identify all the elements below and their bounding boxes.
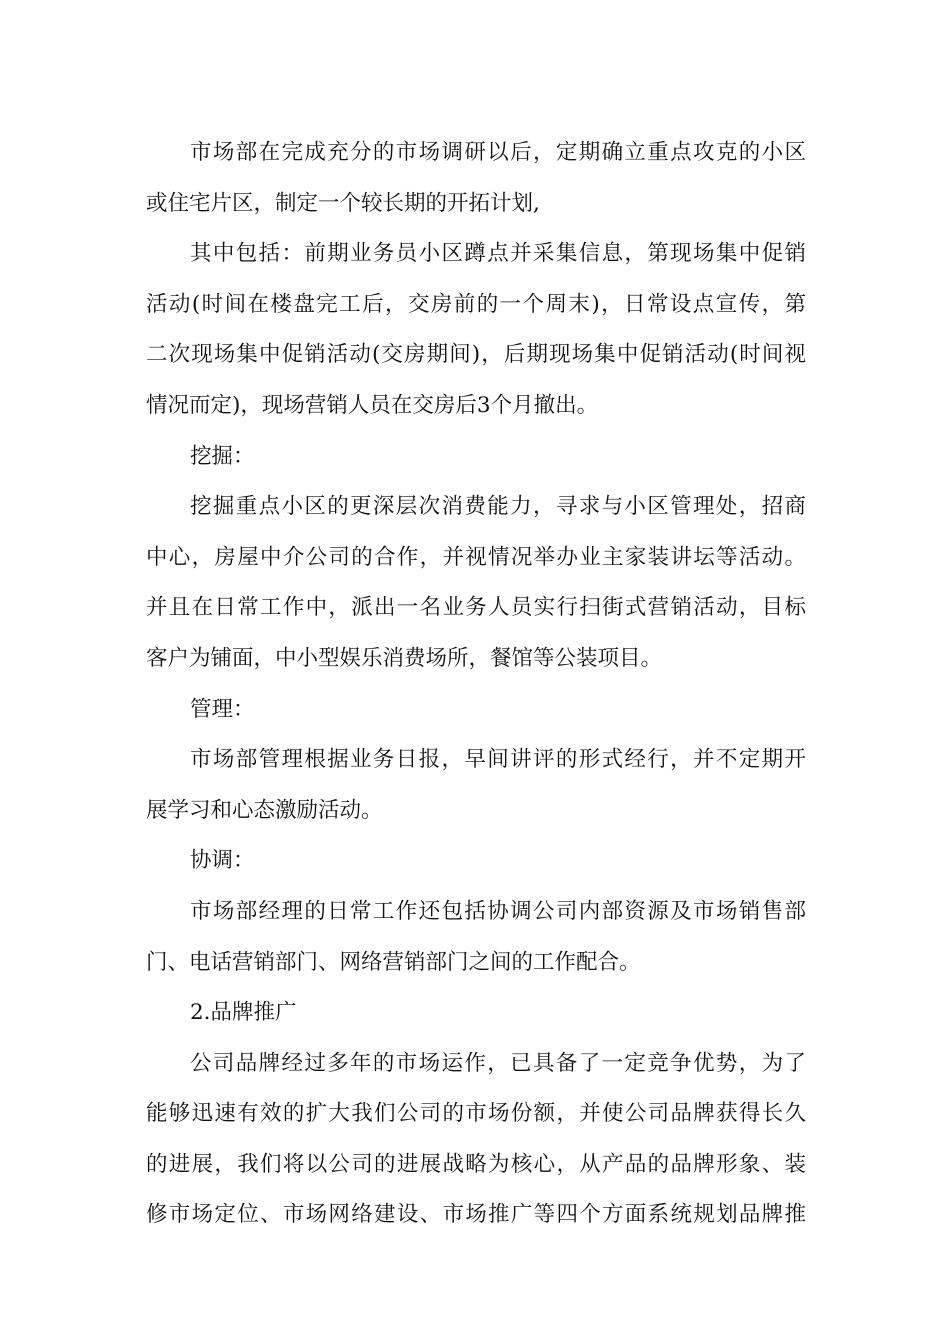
- paragraph-line: 的进展，我们将以公司的进展战略为核心，从产品的品牌形象、装: [146, 1151, 806, 1177]
- section-heading: 挖掘：: [190, 443, 255, 469]
- paragraph-line: 客户为铺面，中小型娱乐消费场所，餐馆等公装项目。: [146, 645, 663, 671]
- paragraph-line: 展学习和心态激励活动。: [146, 797, 383, 823]
- paragraph-line: 能够迅速有效的扩大我们公司的市场份额，并使公司品牌获得长久: [146, 1101, 806, 1127]
- paragraph-line: 门、电话营销部门、网络营销部门之间的工作配合。: [146, 949, 641, 975]
- paragraph-line: 挖掘重点小区的更深层次消费能力，寻求与小区管理处，招商: [190, 494, 806, 520]
- section-heading: 管理：: [190, 696, 255, 722]
- paragraph-line: 二次现场集中促销活动(交房期间)，后期现场集中促销活动(时间视: [146, 342, 806, 368]
- paragraph-line: 其中包括：前期业务员小区蹲点并采集信息，第现场集中促销: [190, 241, 806, 267]
- paragraph-line: 市场部管理根据业务日报，早间讲评的形式经行，并不定期开: [190, 747, 806, 773]
- paragraph-line: 活动(时间在楼盘完工后，交房前的一个周末)，日常设点宣传，第: [146, 291, 806, 317]
- paragraph-line: 公司品牌经过多年的市场运作，已具备了一定竞争优势，为了: [190, 1050, 806, 1076]
- paragraph-line: 情况而定)，现场营销人员在交房后3个月撤出。: [146, 392, 599, 418]
- paragraph-line: 或住宅片区，制定一个较长期的开拓计划,: [146, 190, 540, 216]
- document-body: [146, 128, 806, 1241]
- section-heading: 2.品牌推广: [190, 1000, 297, 1026]
- paragraph-line: 市场部在完成充分的市场调研以后，定期确立重点攻克的小区: [190, 140, 806, 165]
- paragraph-line: 并且在日常工作中，派出一名业务人员实行扫街式营销活动，目标: [146, 595, 806, 621]
- paragraph-line: 市场部经理的日常工作还包括协调公司内部资源及市场销售部: [190, 898, 806, 924]
- paragraph-line: 修市场定位、市场网络建设、市场推广等四个方面系统规划品牌推: [146, 1202, 806, 1228]
- section-heading: 协调：: [190, 848, 255, 874]
- paragraph-line: 中心，房屋中介公司的合作，并视情况举办业主家装讲坛等活动。: [146, 544, 806, 570]
